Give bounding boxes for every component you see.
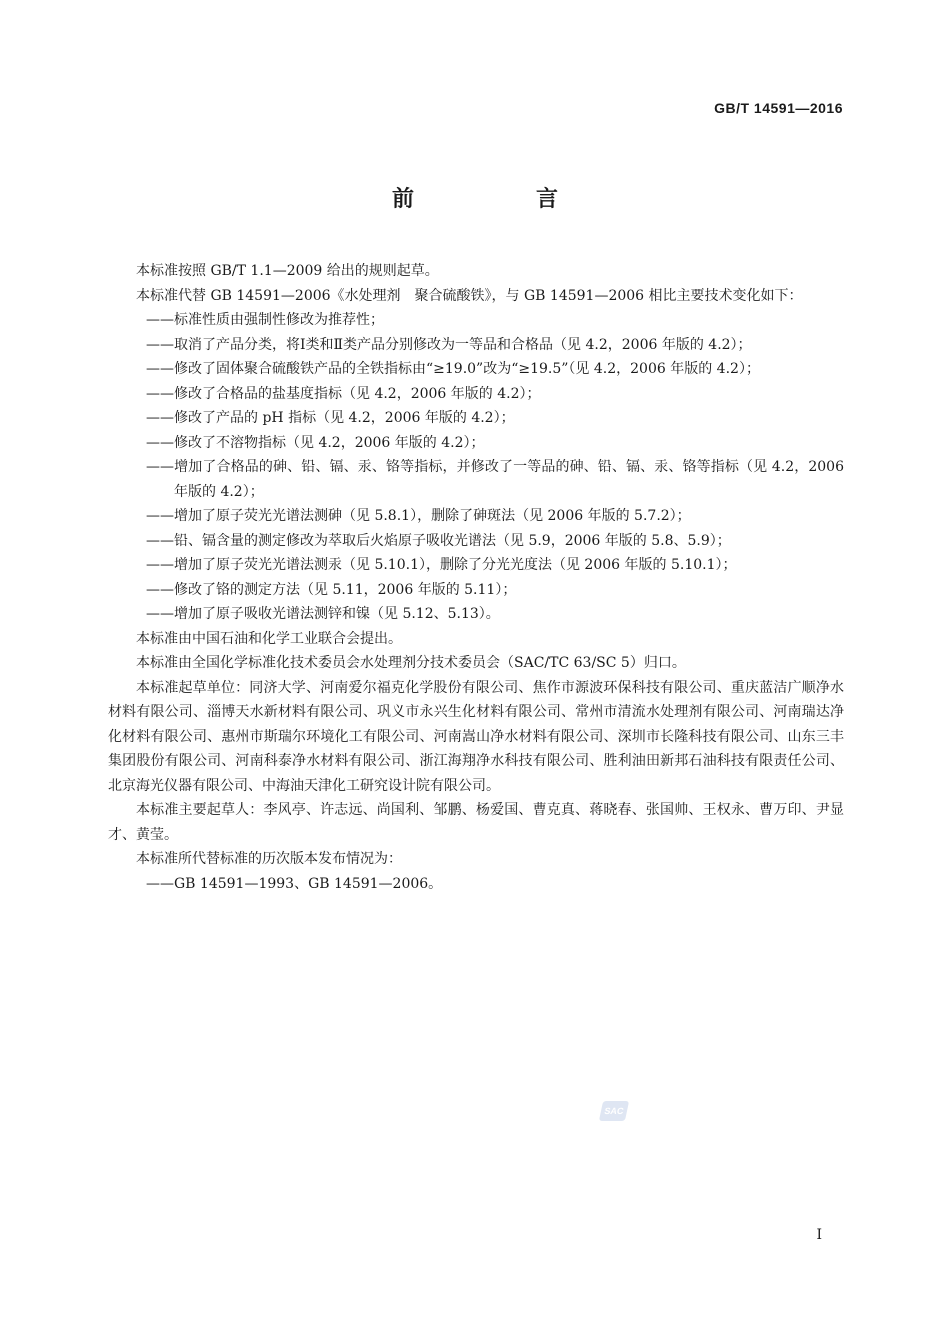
standard-code: GB/T 14591—2016 (714, 100, 843, 116)
list-item: ——增加了原子荧光光谱法测砷（见 5.8.1），删除了砷斑法（见 2006 年版的 5.7.2）； (146, 508, 691, 524)
list-item: ——修改了产品的 pH 指标（见 4.2，2006 年版的 4.2）； (146, 410, 515, 426)
list-item: ——取消了产品分类，将Ⅰ类和Ⅱ类产品分别修改为一等品和合格品（见 4.2，2006 年版的 4.2）； (146, 336, 752, 353)
list-item: ——修改了铬的测定方法（见 5.11，2006 年版的 5.11）； (146, 581, 517, 598)
list-item: ——增加了合格品的砷、铅、镉、汞、铬等指标，并修改了一等品的砷、铅、镉、汞、铬等指标（见 4.2，2006 年版的 4.2）； (146, 459, 844, 500)
list-item: ——修改了不溶物指标（见 4.2，2006 年版的 4.2）； (146, 434, 485, 451)
page-title: 前 言 (391, 187, 608, 212)
proposer-paragraph: 本标准由中国石油和化学工业联合会提出。 (136, 630, 402, 647)
list-item: ——铅、镉含量的测定修改为萃取后火焰原子吸收光谱法（见 5.9，2006 年版的 5.8、5.9）； (146, 532, 731, 549)
list-item: ——修改了固体聚合硫酸铁产品的全铁指标由“≥19.0”改为“≥19.5”（见 4.2，2006 年版的 4.2）； (146, 361, 760, 377)
page-number: I (816, 1227, 822, 1243)
history-list-item: ——GB 14591—1993、GB 14591—2006。 (146, 875, 443, 892)
replacement-paragraph: 本标准代替 GB 14591—2006《水处理剂 聚合硫酸铁》，与 GB 14591—2006 相比主要技术变化如下： (136, 287, 803, 304)
list-item: ——修改了合格品的盐基度指标（见 4.2，2006 年版的 4.2）； (146, 385, 541, 402)
changes-list (108, 308, 844, 627)
drafting-units-paragraph: 本标准起草单位：同济大学、河南爱尔福克化学股份有限公司、焦作市源波环保科技有限公司、重庆蓝洁广顺净水材料有限公司、淄博天水新材料有限公司、巩义市永兴生化材料有限公司、常州市清流水处理剂有限公司、河南瑞达净化材料有限公司、惠州市斯瑞尔环境化工有限公司、河南嵩山净水材料有限公司、深圳市长隆科技有限公司、山东三丰集团股份有限公司、河南科泰净水材料有限公司、浙江海翔净水科技有限公司、胜利油田新邦石油科技有限责任公司、北京海光仪器有限公司、中海油天津化工研究设计院有限公司。 (108, 679, 844, 794)
list-item: ——标准性质由强制性修改为推荐性； (146, 312, 384, 328)
drafters-paragraph: 本标准主要起草人：李风亭、许志远、尚国利、邹鹏、杨爱国、曹克真、蒋晓春、张国帅、王权永、曹万印、尹显才、黄莹。 (108, 802, 844, 843)
list-item: ——增加了原子荧光光谱法测汞（见 5.10.1），删除了分光光度法（见 2006 年版的 5.10.1）； (146, 557, 737, 573)
list-item: ——增加了原子吸收光谱法测锌和镍（见 5.12、5.13）。 (146, 606, 500, 622)
sac-watermark-logo: SAC (599, 1101, 629, 1121)
centralized-paragraph: 本标准由全国化学标准化技术委员会水处理剂分技术委员会（SAC/TC 63/SC 5）归口。 (136, 655, 686, 671)
document-body (108, 259, 844, 896)
history-intro-paragraph: 本标准所代替标准的历次版本发布情况为： (136, 851, 402, 867)
drafting-rules-paragraph: 本标准按照 GB/T 1.1—2009 给出的规则起草。 (136, 263, 439, 279)
